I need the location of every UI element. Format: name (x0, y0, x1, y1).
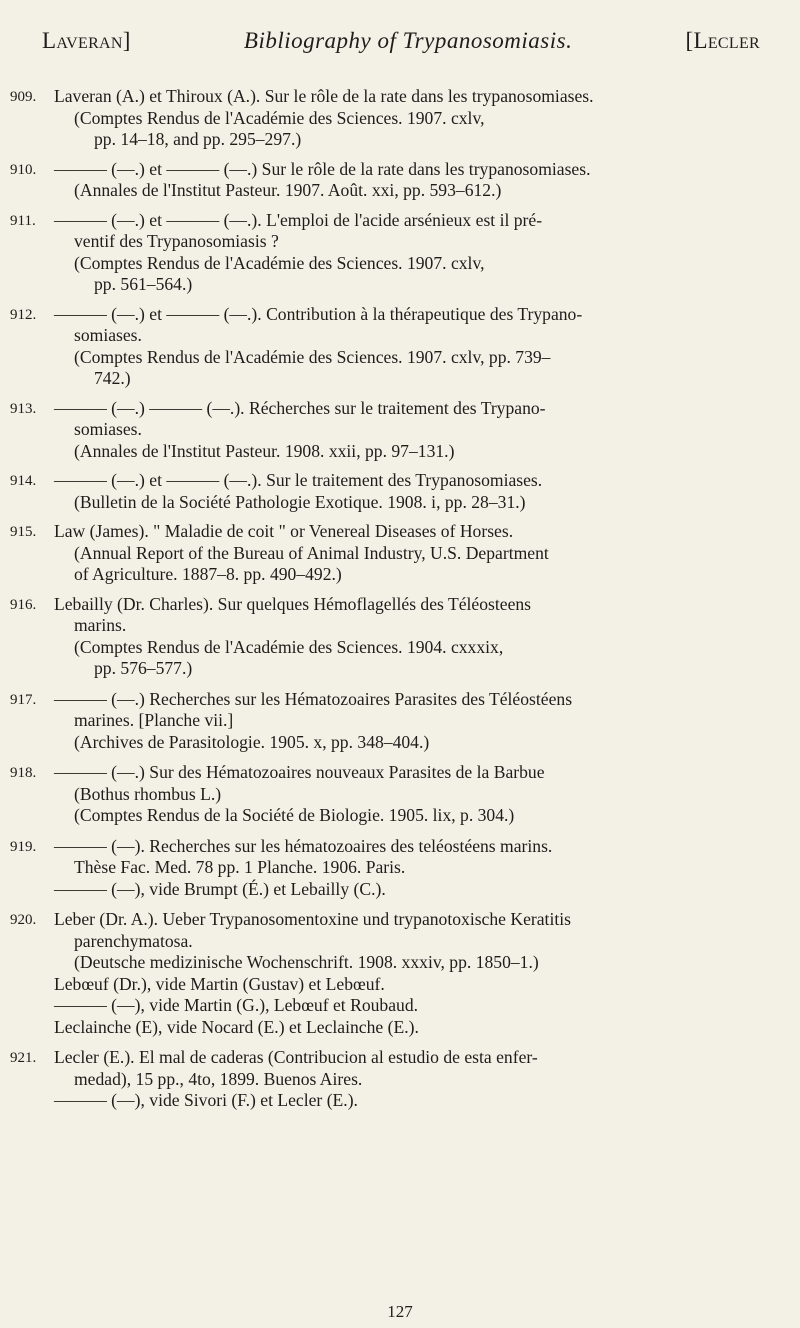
entry-line: marines. [Planche vii.] (74, 710, 234, 730)
entry-body (54, 594, 766, 680)
entry-line: somiases. (74, 419, 142, 439)
bibliography-entry (0, 594, 800, 680)
bibliography-entry (0, 86, 800, 151)
entry-number: 919. (10, 838, 37, 855)
header-right: [Lecler (685, 28, 760, 53)
header-title: Bibliography of Trypanosomiasis. (243, 28, 573, 53)
entry-line: ventif des Trypanosomiasis ? (74, 231, 279, 251)
entry-body (54, 304, 766, 390)
entry-line: ——— (—.) ——— (—.). Récherches sur le traitement des Trypano- (54, 397, 546, 418)
entry-line: ——— (—.) Sur des Hématozoaires nouveaux Parasites de la Barbue (54, 762, 545, 782)
bibliography-entry (0, 1047, 800, 1112)
entry-body (54, 210, 766, 296)
entry-line: (Archives de Parasitologie. 1905. x, pp. 348–404.) (74, 731, 430, 752)
bibliography-entry (0, 304, 800, 390)
bibliography-entries (0, 78, 800, 1112)
entry-line: (Annual Report of the Bureau of Animal Industry, U.S. Department (74, 542, 549, 563)
entry-line: marins. (74, 615, 127, 635)
bibliography-entry (0, 210, 800, 296)
entry-line: Leclainche (E), vide Nocard (E.) et Leclainche (E.). (54, 1016, 419, 1037)
entry-line: (Comptes Rendus de l'Académie des Sciences. 1907. cxlv, (74, 107, 485, 128)
entry-line: (Comptes Rendus de l'Académie des Sciences. 1904. cxxxix, (74, 636, 504, 657)
entry-number: 918. (10, 765, 37, 781)
entry-line: ——— (—.) et ——— (—.). L'emploi de l'acide arsénieux est il pré- (54, 209, 543, 230)
entry-number: 916. (10, 596, 37, 613)
entry-line: Law (James). " Maladie de coit " or Venereal Diseases of Horses. (54, 521, 514, 541)
entry-body (54, 762, 766, 827)
entry-body (54, 1047, 766, 1112)
entry-body (54, 86, 766, 151)
entry-line: parenchymatosa. (74, 930, 193, 951)
entry-line: (Comptes Rendus de l'Académie des Sciences. 1907. cxlv, (74, 252, 485, 273)
entry-number: 915. (10, 524, 37, 540)
entry-line: ——— (—.) et ——— (—.) Sur le rôle de la rate dans les trypanosomiases. (54, 158, 591, 179)
entry-body (54, 159, 766, 202)
header-left: Laveran] (42, 28, 131, 53)
page-number: 127 (387, 1302, 413, 1321)
bibliography-entry (0, 762, 800, 827)
entry-line: (Bulletin de la Société Pathologie Exotique. 1908. i, pp. 28–31.) (74, 491, 526, 512)
entry-line: of Agriculture. 1887–8. pp. 490–492.) (74, 564, 342, 584)
entry-line: Lebailly (Dr. Charles). Sur quelques Hémoflagellés des Téléosteens (54, 593, 532, 614)
entry-number: 910. (10, 161, 37, 178)
entry-number: 920. (10, 912, 37, 928)
entry-line: pp. 576–577.) (94, 658, 193, 678)
entry-line: (Annales de l'Institut Pasteur. 1907. Août. xxi, pp. 593–612.) (74, 180, 502, 200)
entry-body (54, 909, 766, 1038)
entry-line: medad), 15 pp., 4to, 1899. Buenos Aires. (74, 1068, 363, 1089)
entry-line: somiases. (74, 325, 142, 345)
entry-line: Leber (Dr. A.). Ueber Trypanosomentoxine und trypanotoxische Keratitis (54, 909, 571, 929)
entry-line: (Comptes Rendus de l'Académie des Sciences. 1907. cxlv, pp. 739– (74, 346, 551, 367)
entry-line: ——— (—.) et ——— (—.). Contribution à la thérapeutique des Trypano- (54, 303, 583, 324)
bibliography-entry (0, 398, 800, 463)
entry-line: (Deutsche medizinische Wochenschrift. 1908. xxxiv, pp. 1850–1.) (74, 952, 539, 972)
entry-number: 913. (10, 400, 37, 417)
bibliography-entry (0, 836, 800, 901)
entry-line: Thèse Fac. Med. 78 pp. 1 Planche. 1906. Paris. (74, 857, 406, 877)
bibliography-entry (0, 159, 800, 202)
entry-number: 911. (10, 212, 36, 229)
entry-line: Lebœuf (Dr.), vide Martin (Gustav) et Lebœuf. (54, 973, 385, 994)
entry-line: ——— (—), vide Sivori (F.) et Lecler (E.). (54, 1090, 358, 1110)
bibliography-entry (0, 470, 800, 513)
entry-line: pp. 14–18, and pp. 295–297.) (94, 129, 302, 149)
entry-body (54, 470, 766, 513)
entry-line: Lecler (E.). El mal de caderas (Contribucion al estudio de esta enfer- (54, 1047, 538, 1067)
entry-line: Laveran (A.) et Thiroux (A.). Sur le rôle de la rate dans les trypanosomiases. (54, 86, 594, 106)
entry-line: ——— (—.) Recherches sur les Hématozoaires Parasites des Téléostéens (54, 688, 573, 709)
entry-number: 921. (10, 1050, 37, 1066)
entry-body (54, 836, 766, 901)
entry-body (54, 689, 766, 754)
entry-number: 914. (10, 473, 37, 489)
entry-number: 909. (10, 89, 37, 105)
entry-line: pp. 561–564.) (94, 274, 193, 294)
entry-line: (Bothus rhombus L.) (74, 783, 222, 804)
entry-body (54, 521, 766, 586)
running-header (42, 28, 760, 62)
bibliography-entry (0, 909, 800, 1038)
entry-line: ——— (—). Recherches sur les hématozoaires des teléostéens marins. (54, 835, 553, 856)
entry-line: ——— (—), vide Martin (G.), Lebœuf et Roubaud. (54, 995, 419, 1015)
entry-line: 742.) (94, 368, 131, 388)
entry-line: (Comptes Rendus de la Société de Biologie. 1905. lix, p. 304.) (74, 805, 515, 825)
entry-line: ——— (—.) et ——— (—.). Sur le traitement des Trypanosomiases. (54, 470, 543, 490)
entry-number: 917. (10, 691, 37, 708)
bibliography-entry (0, 521, 800, 586)
entry-body (54, 398, 766, 463)
bibliography-entry (0, 689, 800, 754)
entry-line: ——— (—), vide Brumpt (É.) et Lebailly (C.). (54, 878, 386, 899)
entry-line: (Annales de l'Institut Pasteur. 1908. xxii, pp. 97–131.) (74, 440, 455, 461)
entry-number: 912. (10, 306, 37, 323)
